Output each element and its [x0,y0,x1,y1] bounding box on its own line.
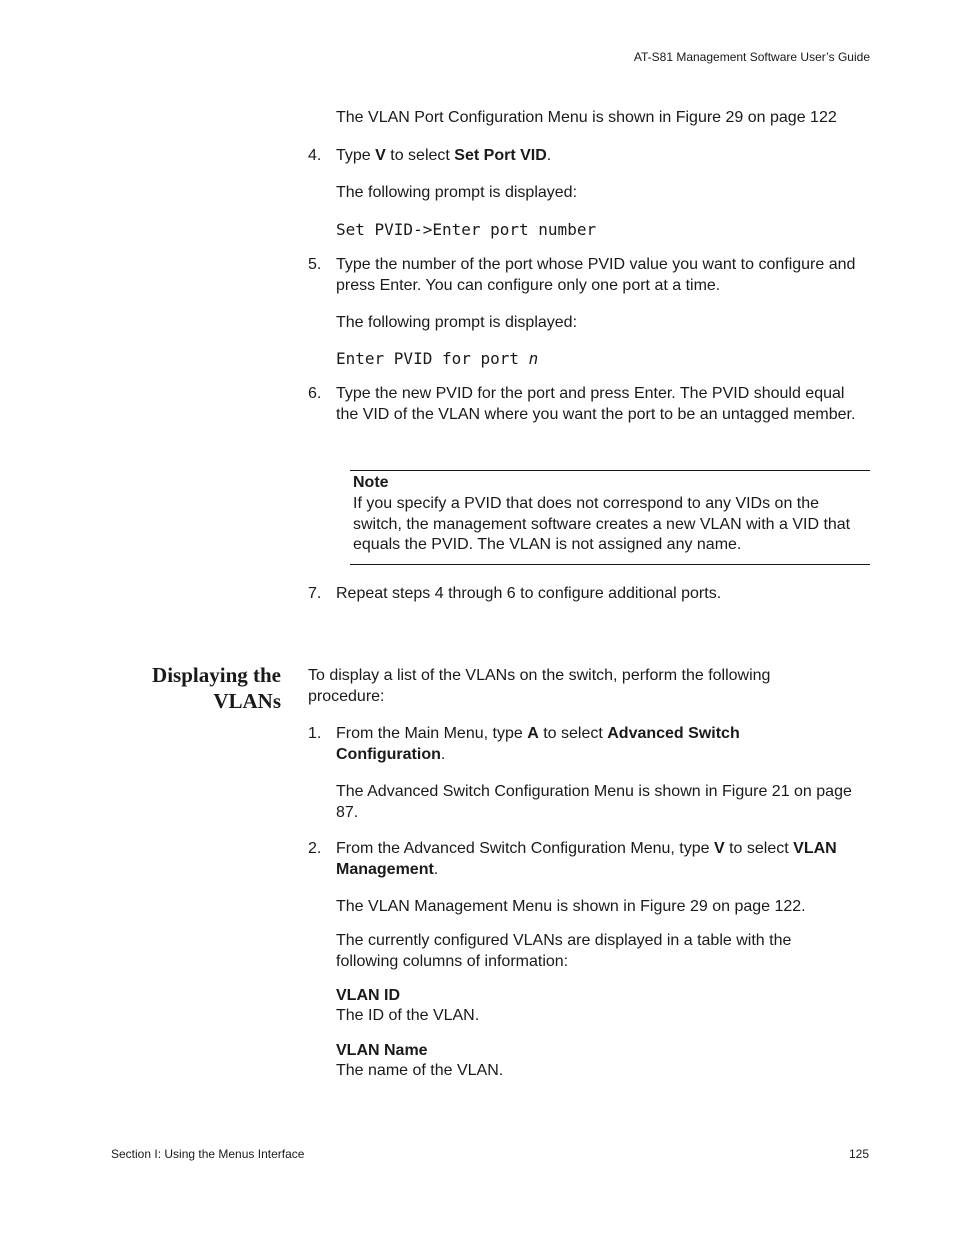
menu-key: V [375,147,386,164]
step-4-text [336,146,870,167]
note-bottom-rule [350,564,870,565]
field-term: VLAN Name [336,1042,428,1059]
step-5-text: Type the number of the port whose PVID value you want to configure and press Enter. You can configure only one port at a time. [336,256,856,294]
page-number: 125 [848,1147,869,1161]
section-intro: To display a list of the VLANs on the switch, perform the following procedure: [308,667,771,705]
step-followup: The Advanced Switch Configuration Menu is shown in Figure 21 on page 87. [336,783,852,821]
field-term: VLAN ID [336,987,400,1004]
step-text: . [433,860,439,878]
step-7-text: Repeat steps 4 through 6 to configure additional ports. [336,585,722,602]
step-text: From the Main Menu, type [336,725,528,742]
step-text: Type [336,147,376,164]
step-number: 2. [308,840,322,857]
heading-line: VLANs [213,689,281,713]
running-header: AT-S81 Management Software User’s Guide [633,50,870,64]
section-step-2-text [336,839,876,880]
heading-line: Displaying the [152,663,281,687]
command-prompt [336,349,870,370]
step-text: . [546,147,552,164]
note-top-rule [350,470,870,471]
step-number: 1. [308,725,322,742]
step-number: 4. [308,147,322,164]
field-description: The name of the VLAN. [336,1062,504,1079]
menu-option: Advanced Switch Configuration [336,725,740,763]
field-description: The ID of the VLAN. [336,1007,480,1024]
step-text: to select [724,840,794,857]
note-title: Note [353,474,389,491]
menu-option: Set Port VID [454,147,547,164]
menu-key: V [713,840,725,857]
prompt-text: Enter PVID for port [336,349,529,368]
prompt-intro: The following prompt is displayed: [336,184,578,201]
step-text: to select [538,725,608,742]
footer-section: Section I: Using the Menus Interface [111,1147,305,1161]
prompt-variable: n [528,349,539,368]
section-heading [100,662,281,714]
step-number: 6. [308,385,322,402]
section-step-1-text [336,724,806,765]
step-number: 7. [308,585,322,602]
step-text: to select [385,147,455,164]
menu-key: A [527,725,539,742]
note-text: If you specify a PVID that does not correspond to any VIDs on the switch, the management software creates a new VLAN with a VID that equals the PVID. The VLAN is not assigned any name. [353,495,851,553]
step-text: From the Advanced Switch Configuration Menu, type [336,840,714,857]
step-number: 5. [308,256,322,273]
menu-option: VLAN Management [336,840,837,878]
step-followup: The VLAN Management Menu is shown in Figure 29 on page 122. [336,898,806,915]
prompt-intro: The following prompt is displayed: [336,314,578,331]
step-6-text: Type the new PVID for the port and press Enter. The PVID should equal the VID of the VLAN where you want the port to be an untagged member. [336,385,856,423]
command-prompt: Set PVID->Enter port number [336,220,597,239]
step-text: . [440,745,446,763]
intro-paragraph: The VLAN Port Configuration Menu is shown in Figure 29 on page 122 [336,109,837,126]
step-followup: The currently configured VLANs are displayed in a table with the following columns of information: [336,932,792,970]
